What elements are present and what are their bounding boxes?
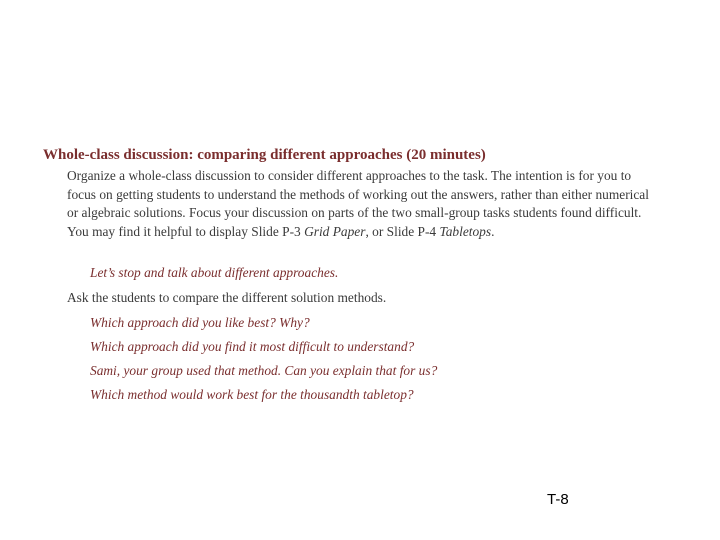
slide-p4-title: Tabletops <box>439 223 492 239</box>
instruction-text: Ask the students to compare the different solution methods. <box>67 290 387 305</box>
question-1: Which approach did you like best? Why? <box>90 315 310 330</box>
intro-text-2: , or Slide P-4 <box>365 223 440 239</box>
section-heading: Whole-class discussion: comparing different approaches (20 minutes) <box>43 147 486 163</box>
question-2: Which approach did you find it most difficult to understand? <box>90 339 415 354</box>
question-4: Which method would work best for the thousandth tabletop? <box>90 387 414 402</box>
intro-text-3: . <box>491 223 495 239</box>
intro-paragraph <box>67 167 657 241</box>
intro-text-1: Organize a whole-class discussion to consider different approaches to the task. The intention is for you to focus on getting students to understand the methods of working out the answers, rather than either numerical or algebraic solutions. Focus your discussion on parts of the two small-group tasks students found difficult. You may find it helpful to display Slide P-3 <box>67 168 649 239</box>
question-3: Sami, your group used that method. Can you explain that for us? <box>90 363 438 378</box>
slide-p3-title: Grid Paper <box>304 223 366 239</box>
prompt-stop: Let’s stop and talk about different approaches. <box>90 265 339 280</box>
slide-number: T-8 <box>547 491 569 508</box>
